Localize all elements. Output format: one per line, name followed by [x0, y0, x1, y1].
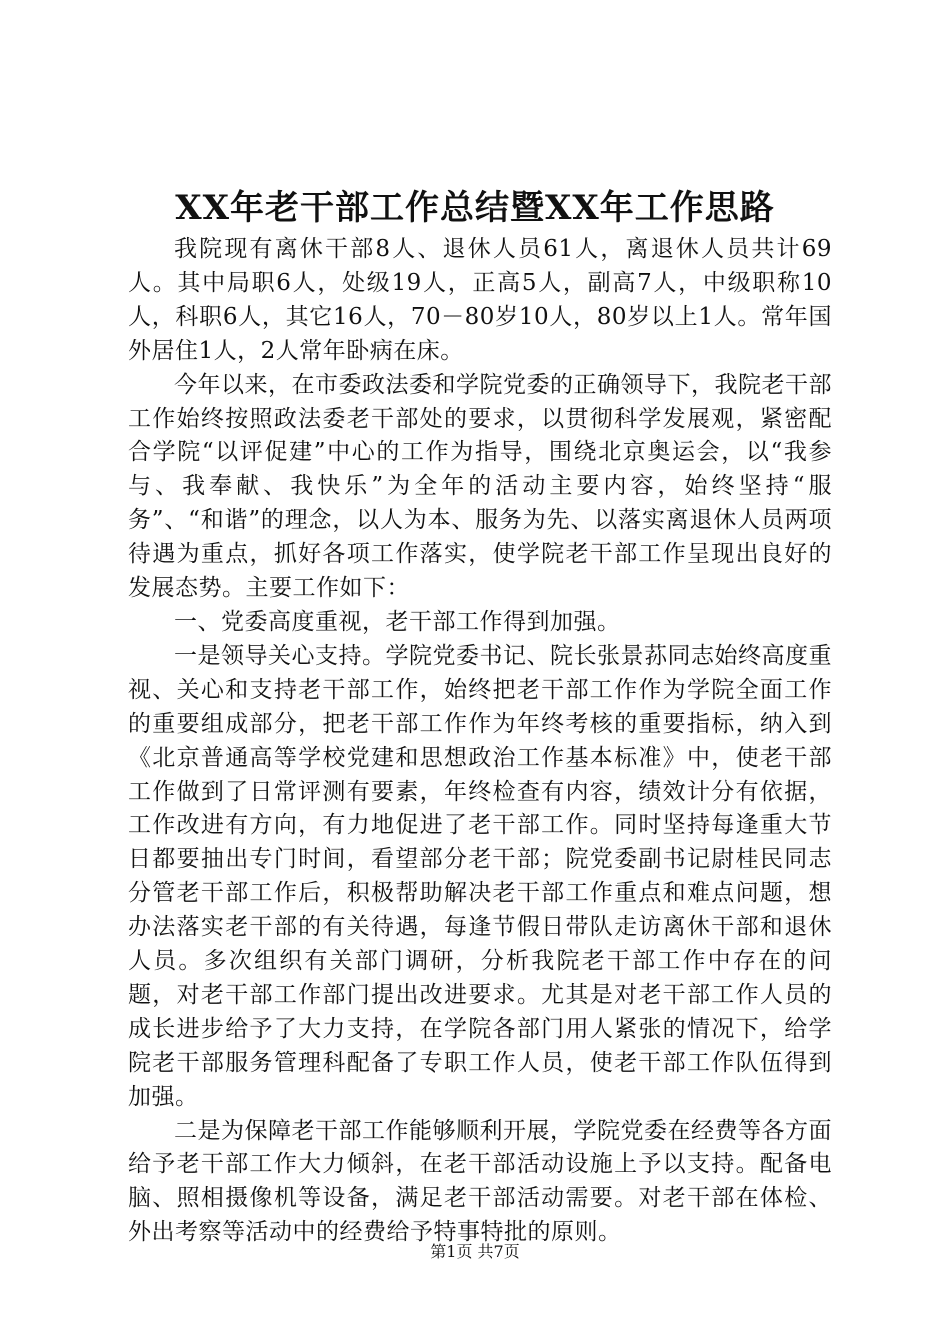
paragraph-annual-summary: 今年以来，在市委政法委和学院党委的正确领导下，我院老干部工作始终按照政法委老干部处的要求，以贯彻科学发展观，紧密配合学院“以评促建”中心的工作为指导，围绕北京奥运会，以“我参与、我奉献、我快乐”为全年的活动主要内容，始终坚持“服务”、“和谐”的理念，以人为本、服务为先、以落实离退休人员两项待遇为重点，抓好各项工作落实，使学院老干部工作呈现出良好的发展态势。主要工作如下： — [128, 371, 832, 602]
section-heading-1: 一、党委高度重视，老干部工作得到加强。 — [174, 608, 621, 635]
page-number-footer: 第1页 共7页 — [430, 1242, 520, 1261]
document-body — [128, 233, 832, 1250]
paragraph-funding-support: 二是为保障老干部工作能够顺利开展，学院党委在经费等各方面给予老干部工作大力倾斜，在老干部活动设施上予以支持。配备电脑、照相摄像机等设备，满足老干部活动需要。对老干部在体检、外出考察等活动中的经费给予特事特批的原则。 — [128, 1117, 832, 1246]
paragraph-leadership-support: 一是领导关心支持。学院党委书记、院长张景荪同志始终高度重视、关心和支持老干部工作，始终把老干部工作作为学院全面工作的重要组成部分，把老干部工作作为年终考核的重要指标，纳入到《北京普通高等学校党建和思想政治工作基本标准》中，使老干部工作做到了日常评测有要素，年终检查有内容，绩效计分有依据，工作改进有方向，有力地促进了老干部工作。同时坚持每逢重大节日都要抽出专门时间，看望部分老干部；院党委副书记尉桂民同志分管老干部工作后，积极帮助解决老干部工作重点和难点问题，想办法落实老干部的有关待遇，每逢节假日带队走访离休干部和退休人员。多次组织有关部门调研，分析我院老干部工作中存在的问题，对老干部工作部门提出改进要求。尤其是对老干部工作人员的成长进步给予了大力支持，在学院各部门用人紧张的情况下，给学院老干部服务管理科配备了专职工作人员，使老干部工作队伍得到加强。 — [128, 642, 832, 1110]
paragraph-staff-overview: 我院现有离休干部8人、退休人员61人，离退休人员共计69人。其中局职6人，处级19人，正高5人，副高7人，中级职称10人，科职6人，其它16人，70－80岁10人，80岁以上1人。常年国外居住1人，2人常年卧病在床。 — [128, 236, 832, 364]
document-title: XX年老干部工作总结暨XX年工作思路 — [175, 188, 775, 228]
